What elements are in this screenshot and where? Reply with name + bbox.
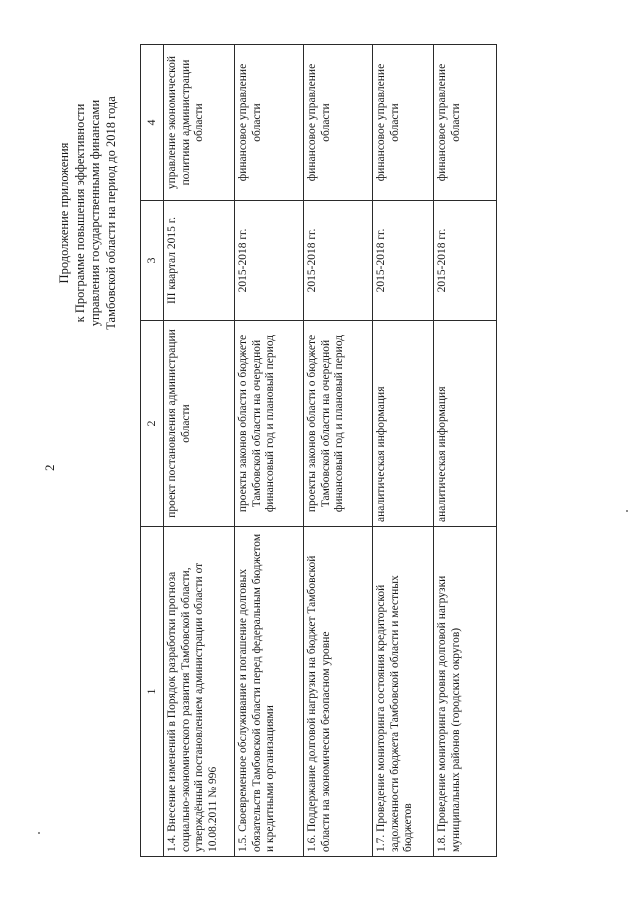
measure-cell: 1.5. Своевременное обслуживание и погашение долговых обязательств Тамбовской области перед федеральным бюджетом и кредитными организациями bbox=[235, 527, 304, 857]
executor-cell: финансовое управление области bbox=[235, 45, 304, 201]
form-cell: аналитическая информация bbox=[373, 321, 434, 527]
executor-cell: управление экономической политики администрации области bbox=[164, 45, 235, 201]
measure-cell: 1.7. Проведение мониторинга состояния кредиторской задолженности бюджета Тамбовской области и местных бюджетов bbox=[373, 527, 434, 857]
term-cell: 2015-2018 гг. bbox=[434, 201, 497, 321]
caption-line-2: к Программе повышения эффективности bbox=[72, 103, 87, 323]
term-cell: 2015-2018 гг. bbox=[304, 201, 373, 321]
executor-cell: финансовое управление области bbox=[434, 45, 497, 201]
column-header-2: 2 bbox=[141, 321, 164, 527]
form-cell: проекты законов области о бюджете Тамбовской области на очередной финансовый год и плановый период bbox=[235, 321, 304, 527]
rotated-content bbox=[20, 21, 620, 883]
table-row bbox=[164, 45, 235, 857]
term-cell: 2015-2018 гг. bbox=[235, 201, 304, 321]
table-row bbox=[373, 45, 434, 857]
caption-line-4: Тамбовской области на период до 2018 года bbox=[103, 96, 118, 330]
executor-cell: финансовое управление области bbox=[304, 45, 373, 201]
page-number: 2 bbox=[42, 464, 57, 471]
scan-speck bbox=[38, 832, 40, 834]
caption-line-1: Продолжение приложения bbox=[57, 142, 71, 284]
column-header-1: 1 bbox=[141, 527, 164, 857]
appendix-caption bbox=[57, 43, 119, 383]
table-row bbox=[304, 45, 373, 857]
table-row bbox=[434, 45, 497, 857]
measure-cell: 1.4. Внесение изменений в Порядок разработки прогноза социально-экономического развития Тамбовской области, утверждённый постановлением администрации области от 10.08.2011 № 996 bbox=[164, 527, 235, 857]
form-cell: аналитическая информация bbox=[434, 321, 497, 527]
scan-speck bbox=[626, 510, 628, 512]
column-header-4: 4 bbox=[141, 45, 164, 201]
measure-cell: 1.8. Проведение мониторинга уровня долговой нагрузки муниципальных районов (городских округов) bbox=[434, 527, 497, 857]
term-cell: 2015-2018 гг. bbox=[373, 201, 434, 321]
measure-cell: 1.6. Поддержание долговой нагрузки на бюджет Тамбовской области на экономически безопасном уровне bbox=[304, 527, 373, 857]
term-cell: III квартал 2015 г. bbox=[164, 201, 235, 321]
executor-cell: финансовое управление области bbox=[373, 45, 434, 201]
form-cell: проекты законов области о бюджете Тамбовской области на очередной финансовый год и плановый период bbox=[304, 321, 373, 527]
measures-table bbox=[140, 44, 497, 857]
table-header-row bbox=[141, 45, 164, 857]
column-header-3: 3 bbox=[141, 201, 164, 321]
form-cell: проект постановления администрации области bbox=[164, 321, 235, 527]
table-row bbox=[235, 45, 304, 857]
caption-line-3: управления государственными финансами bbox=[88, 99, 102, 327]
